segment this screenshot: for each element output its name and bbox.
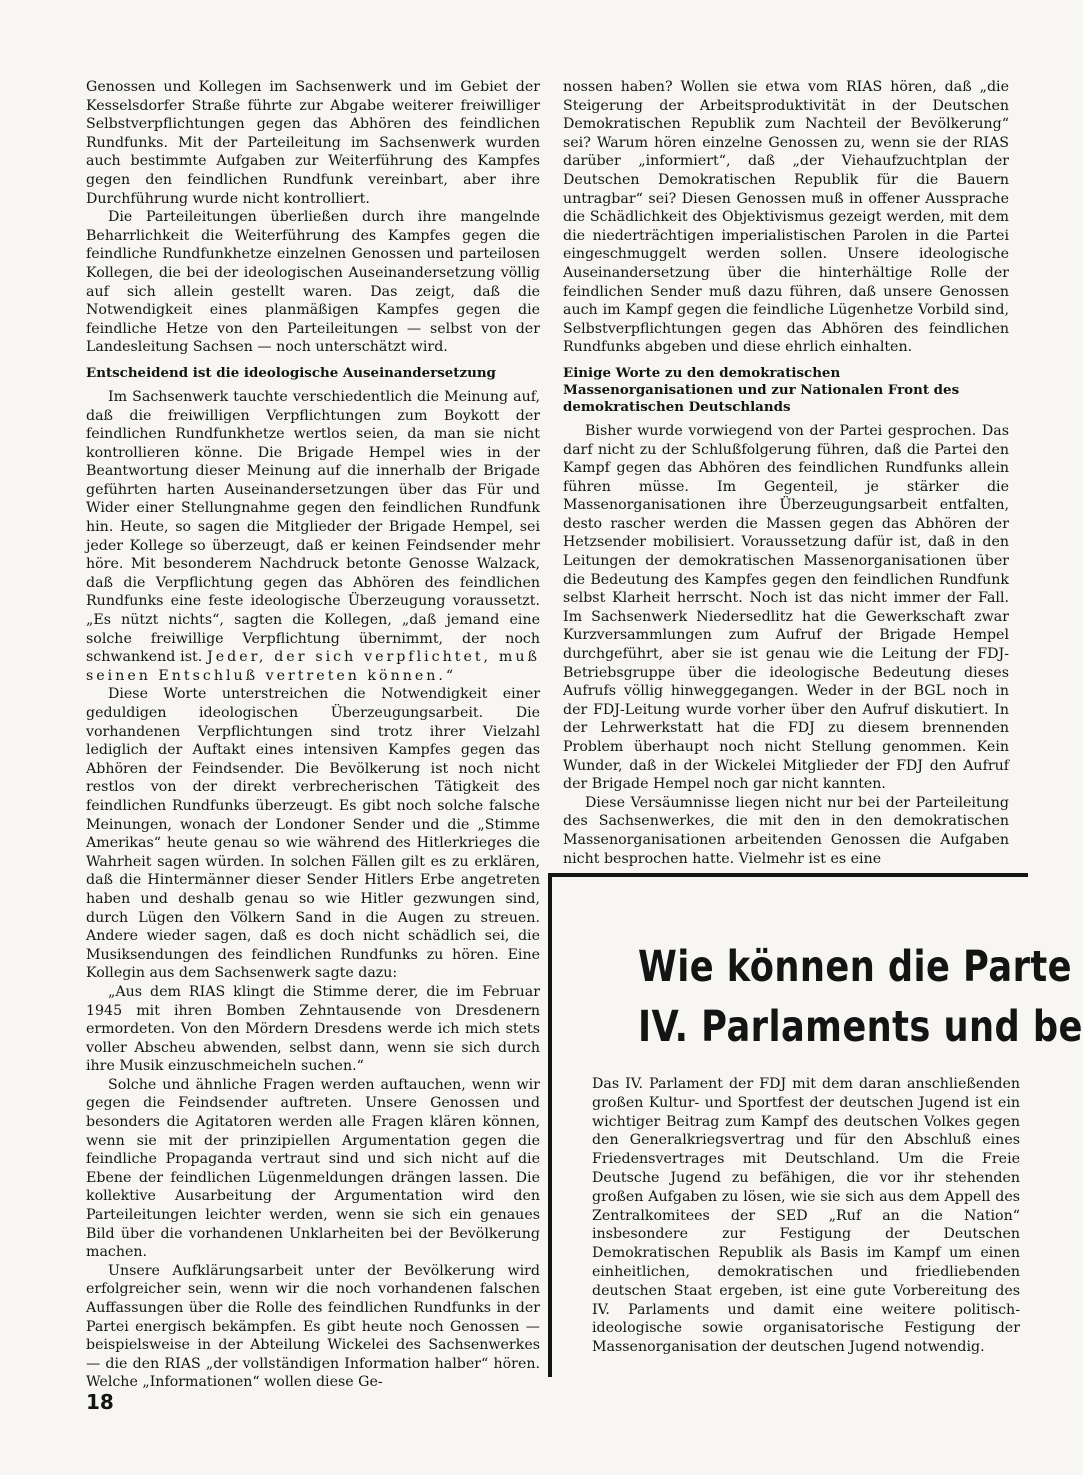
paragraph-text: Im Sachsenwerk tauchte verschiedentlich die Meinung auf, daß die freiwilligen Verpflichtungen zum Boykott der feindlichen Rundfunkhetze wertlos seien, da man sie nicht kontrollieren könne. Die Brigade Hempel wies in der Beantwortung dieser Meinung auf die innerhalb der Brigade geführten harten Auseinandersetzungen über das Für und Wider einer Stellungnahme gegen den feindlichen Rundfunk hin. Heute, so sagen die Mitglieder der Brigade Hempel, sei jeder Kollege so überzeugt, daß er keinen Feindsender mehr höre. Mit besonderem Nachdruck betonte Genosse Walzack, daß die Verpflichtung gegen das Abhören des feindlichen Rundfunks eine feste ideologische Überzeugung voraussetzt. „Es nützt nichts“, sagten die Kollegen, „daß jemand eine solche freiwillige Verpflichtung übernimmt, der noch schwankend ist. [86,388,540,666]
paragraph [86,388,540,686]
paragraph: Diese Versäumnisse liegen nicht nur bei der Parteileitung des Sachsenwerkes, die mit den in den demokratischen Massenorganisationen arbeitenden Genossen die Aufgaben nicht besprochen hatte. Vielmehr ist es eine [563,794,1009,867]
article-box [548,873,1083,1377]
section-heading: Entscheidend ist die ideologische Auseinandersetzung [86,364,496,381]
paragraph: Unsere Aufklärungsarbeit unter der Bevölkerung wird erfolgreicher sein, wenn wir die noch vorhandenen falschen Auffassungen über die Rolle des feindlichen Rundfunks in der Partei energisch bekämpfen. Es gibt heute noch Genossen — beispielsweise in der Abteilung Wickelei des Sachsenwerkes — die den RIAS „der vollständigen Information halber“ hören. Welche „Informationen“ wollen diese Ge- [86,1262,540,1391]
left-text-column [86,78,540,1392]
box-paragraph: Das IV. Parlament der FDJ mit dem daran anschließenden großen Kultur- und Sportfest der deutschen Jugend ist ein wichtiger Beitrag zum Kampf des deutschen Volkes gegen den Generalkriegsvertrag und für den Abschluß eines Friedensvertrages mit Deutschland. Um die Freie Deutsche Jugend zu befähigen, die vor ihr stehenden großen Aufgaben zu lösen, wie sie sich aus dem Appell des Zentralkomitees der SED „Ruf an die Nation“ insbesondere zur Festigung der Deutschen Demokratischen Republik als Basis im Kampf um einen einheitlichen, demokratischen und friedliebenden deutschen Staat ergeben, ist eine gute Vorbereitung des IV. Parlaments und damit eine weitere politisch-ideologische sowie organisatorische Festigung der Massenorganisation der deutschen Jugend notwendig. [592,1076,1020,1356]
paragraph: Die Parteileitungen überließen durch ihre mangelnde Beharrlichkeit die Weiterführung des Kampfes gegen die feindliche Rundfunkhetze einzelnen Genossen und parteilosen Kollegen, die bei der ideologischen Auseinandersetzung völlig auf sich allein gestellt waren. Das zeigt, daß die Notwendigkeit eines planmäßigen Kampfes gegen die feindliche Hetze von den Parteileitungen — selbst von der Landesleitung Sachsen — noch unterschätzt wird. [86,209,540,356]
page-number: 18 [86,1390,114,1414]
paragraph: nossen haben? Wollen sie etwa vom RIAS hören, daß „die Steigerung der Arbeitsproduktivität in der Deutschen Demokratischen Republik zum Nachteil der Bevölkerung“ sei? Warum hören einzelne Genossen zu, wenn sie der RIAS darüber „informiert“, daß „der Viehaufzuchtplan der Deutschen Demokratischen Republik für die Bauern untragbar“ sei? Diesen Genossen muß in offener Aussprache die Schädlichkeit des Objektivismus gezeigt werden, mit dem die niederträchtigen imperialistischen Parolen in die Partei eingeschmuggelt werden sollen. Unsere ideologische Auseinandersetzung über die hinterhältige Rolle der feindlichen Sender muß dazu führen, daß unsere Genossen auch im Kampf gegen die feindliche Lügenhetze Vorbild sind, Selbstverpflichtungen gegen das Abhören des feindlichen Rundfunks abgeben und diese ehrlich einhalten. [563,79,1009,356]
paragraph: Solche und ähnliche Fragen werden auftauchen, wenn wir gegen die Feindsender auftreten. Unsere Genossen und besonders die Agitatoren werden alle Fragen klären können, wenn sie mit der prinzipiellen Argumentation gegen die feindliche Propaganda vertraut sind und sich nicht auf die Ebene der feindlichen Lügenmeldungen drängen lassen. Die kollektive Ausarbeitung der Argumentation wird den Parteileitungen leichter werden, wenn sie sich ein genaues Bild über die vorhandenen Unklarheiten bei der Bevölkerung machen. [86,1076,540,1261]
box-body [592,1075,1020,1357]
paragraph: Genossen und Kollegen im Sachsenwerk und im Gebiet der Kesselsdorfer Straße führte zur Abgabe weiterer freiwilliger Selbstverpflichtungen gegen das Abhören des feindlichen Rundfunks. Mit der Parteileitung im Sachsenwerk wurden auch bestimmte Aufgaben zur Weiterführung des Kampfes gegen den feindlichen Rundfunk vereinbart, aber ihre Durchführung wurde nicht kontrolliert. [86,79,540,207]
paragraph: Bisher wurde vorwiegend von der Partei gesprochen. Das darf nicht zu der Schlußfolgerung führen, daß die Partei den Kampf gegen das Abhören des feindlichen Rundfunks allein führen müsse. Im Gegenteil, je stärker die Massenorganisationen ihre Überzeugungsarbeit entfalten, desto rascher werden die Massen gegen das Abhören der Hetzsender mobilisiert. Voraussetzung dafür ist, daß in den Leitungen der demokratischen Massenorganisationen über die Bedeutung des Kampfes gegen den feindlichen Rundfunk selbst Klarheit herrscht. Noch ist das nicht immer der Fall. Im Sachsenwerk Niedersedlitz hat die Gewerkschaft zwar Kurzversammlungen zum Aufruf der Brigade Hempel durchgeführt, aber sie ist genau wie die Leitung der FDJ-Betriebsgruppe über die ideologische Bedeutung dieses Aufrufs völlig hinweggegangen. Weder in der BGL noch in der FDJ-Leitung wurde vorher über den Aufruf diskutiert. In der Lehrwerkstatt hat die FDJ zu diesem brennenden Problem überhaupt noch nicht Stellung genommen. Kein Wunder, daß in der Wickelei Mitglieder der FDJ den Aufruf der Brigade Hempel noch gar nicht kannten. [563,422,1009,793]
box-headline [638,937,1083,1057]
headline-line: IV. Parlaments und be [638,1002,1083,1052]
block-quote: „Aus dem RIAS klingt die Stimme derer, die im Februar 1945 mit ihren Bomben Zehntausende von Dresdenern ermordeten. Von den Mördern Dresdens werde ich mich stets voller Abscheu abwenden, selbst dann, wenn sie sich durch ihre Musik einzuschmeicheln suchen.“ [86,983,540,1075]
headline-line: Wie können die Parte [638,942,1072,992]
paragraph: Diese Worte unterstreichen die Notwendigkeit einer geduldigen ideologischen Überzeugungsarbeit. Die vorhandenen Verpflichtungen sind trotz ihrer Vielzahl lediglich der Auftakt eines intensiven Kampfes gegen das Abhören der Feindsender. Die Bevölkerung ist noch nicht restlos von der direkt verbrecherischen Tätigkeit des feindlichen Rundfunks überzeugt. Es gibt noch solche falsche Meinungen, wonach der Londoner Sender und die „Stimme Amerikas“ heute genau so wie während des Hitlerkrieges die Wahrheit sagen würden. In solchen Fällen gilt es zu erklären, daß die Hintermänner dieser Sender Hitlers Erbe angetreten haben und deshalb genau so wie Hitler gezwungen sind, durch Lügen den Völkern Sand in die Augen zu streuen. Andere wieder sagen, daß es doch nicht schädlich sei, die Musiksendungen des feindlichen Rundfunks zu hören. Eine Kollegin aus dem Sachsenwerk sagte dazu: [86,686,540,982]
right-text-column [563,78,1009,868]
section-heading: Einige Worte zu den demokratischen Massenorganisationen und zur Nationalen Front des demokratischen Deutschlands [563,364,960,415]
emphasized-quote: Jeder, der sich verpflichtet, muß seinen Entschluß vertreten können.“ [86,649,540,684]
